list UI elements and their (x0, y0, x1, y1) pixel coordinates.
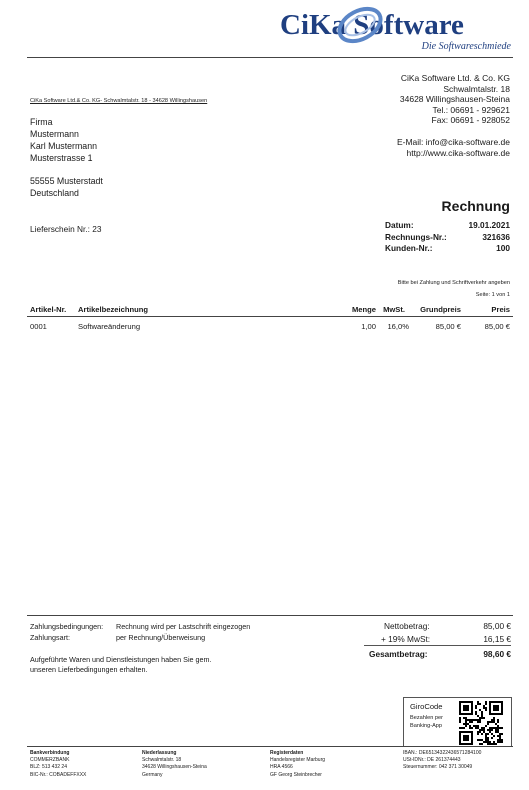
girocode-text-line: Banking-App (410, 722, 443, 729)
gross-value: 98,60 € (483, 649, 511, 659)
net-label: Nettobetrag: (384, 621, 430, 631)
cell-article-no: 0001 (30, 322, 47, 331)
payment-reference-note: Bitte bei Zahlung und Schriftverkehr angeben (397, 280, 510, 286)
girocode-text-line: Bezahlen per (410, 715, 443, 721)
column-header-description: Artikelbezeichnung (78, 305, 149, 314)
vat-total-row (364, 634, 511, 644)
footer-line: GF Georg Steinbrecher (270, 771, 322, 778)
recipient-line: Musterstrasse 1 (30, 153, 93, 163)
qr-code-icon (455, 701, 507, 745)
vat-label: + 19% MwSt: (381, 634, 431, 644)
cell-qty: 1,00 (361, 322, 376, 331)
meta-label: Rechnungs-Nr.: (385, 231, 447, 242)
sender-contact (397, 137, 510, 158)
meta-row-date (385, 220, 510, 232)
footer-ids (403, 750, 481, 772)
net-value: 85,00 € (483, 621, 511, 631)
footer-bank (30, 750, 86, 779)
footer-line: HRA 4566 (270, 764, 293, 771)
footer-divider (27, 746, 513, 747)
column-header-article-no: Artikel-Nr. (30, 305, 67, 314)
payment-terms-value: Rechnung wird per Lastschrift eingezogen (116, 622, 251, 631)
footer-heading: Niederlassung (142, 750, 177, 756)
recipient-city: 55555 Musterstadt (30, 176, 103, 186)
sender-address (400, 73, 510, 126)
sender-line: Fax: 06691 - 928052 (431, 115, 510, 125)
sender-line: CiKa Software Ltd. & Co. KG (400, 73, 510, 83)
footer-line: Germany (142, 771, 163, 778)
column-header-vat: MwSt. (383, 305, 405, 314)
logo-tagline: Die Softwareschmiede (421, 41, 511, 52)
column-header-qty: Menge (351, 305, 376, 314)
totals-divider (364, 645, 511, 646)
gross-total-row (364, 649, 511, 659)
girocode-text (410, 715, 443, 730)
footer-line: 34628 Willingshausen-Steina (142, 764, 207, 771)
delivery-note-number: Lieferschein Nr.: 23 (30, 224, 102, 234)
gross-label: Gesamtbetrag: (369, 649, 428, 659)
footer-line: BIC-Nr.: COBADEFFXXX (30, 771, 87, 778)
footer-line: COMMERZBANK (30, 757, 70, 764)
footer-line: IBAN.: DE65134322436571284100 (403, 750, 482, 756)
footer-register (270, 750, 325, 779)
table-header-divider (27, 316, 513, 317)
sender-line: Schwalmtalstr. 18 (443, 83, 510, 94)
meta-row-customer-no (385, 243, 510, 255)
meta-value: 100 (496, 243, 510, 253)
recipient-line: Mustermann (30, 129, 79, 139)
sender-email: E-Mail: info@cika-software.de (396, 137, 510, 147)
footer-line: Steuernummer: 042 371 30049 (403, 764, 473, 771)
net-total-row (364, 621, 511, 631)
vat-value: 16,15 € (483, 634, 511, 644)
sender-line: 34628 Willingshausen-Steina (399, 94, 510, 104)
footer-line: Schwalmtalstr. 18 (142, 757, 182, 764)
logo-swirl-icon (335, 2, 385, 48)
sender-website: http://www.cika-software.de (406, 147, 510, 158)
cell-unit-price: 85,00 € (435, 322, 461, 331)
payment-method-label: Zahlungsart: (30, 633, 70, 642)
summary-divider (27, 615, 513, 616)
meta-label: Kunden-Nr.: (385, 243, 433, 253)
girocode-box (403, 697, 512, 747)
recipient-address (30, 116, 103, 199)
delivery-terms-note (30, 655, 212, 675)
invoice-meta (385, 220, 510, 255)
meta-value: 19.01.2021 (468, 220, 510, 230)
recipient-line: Karl Mustermann (30, 141, 97, 151)
meta-label: Datum: (385, 220, 414, 230)
cell-vat: 16,0% (387, 322, 409, 331)
footer-line: Handelsregister Marburg (270, 757, 326, 764)
footer-heading: Registerdaten (270, 750, 304, 756)
payment-terms-label: Zahlungsbedingungen: (30, 622, 104, 631)
meta-value: 321636 (482, 231, 510, 242)
footer-heading: Bankverbindung (30, 750, 70, 756)
recipient-line: Firma (30, 117, 53, 127)
meta-row-invoice-no (385, 232, 510, 244)
girocode-title: GiroCode (410, 702, 443, 711)
footer-branch (142, 750, 207, 779)
footer-line: BLZ: 513 432 24 (30, 764, 67, 771)
sender-line: Tel.: 06691 - 929621 (432, 104, 510, 115)
document-title: Rechnung (441, 198, 510, 214)
cell-price: 85,00 € (484, 322, 510, 331)
note-line: unseren Lieferbedingungen erhalten. (30, 665, 148, 674)
column-header-unit-price: Grundpreis (420, 305, 461, 314)
footer-line: USt-IDNr.: DE 261374443 (403, 757, 461, 764)
recipient-country: Deutschland (30, 188, 79, 198)
header-divider (27, 57, 513, 58)
page-number: Seite: 1 von 1 (475, 292, 510, 298)
cell-description: Softwareänderung (78, 322, 141, 331)
payment-method-value: per Rechnung/Überweisung (116, 633, 206, 642)
company-logo: CiKa Software (280, 9, 464, 41)
note-line: Aufgeführte Waren und Dienstleistungen haben Sie gem. (30, 655, 212, 664)
column-header-price: Preis (491, 305, 510, 314)
return-address: CiKa Software Ltd.& Co. KG- Schwalmtalstr. 18 - 34628 Willingshausen (30, 98, 208, 104)
